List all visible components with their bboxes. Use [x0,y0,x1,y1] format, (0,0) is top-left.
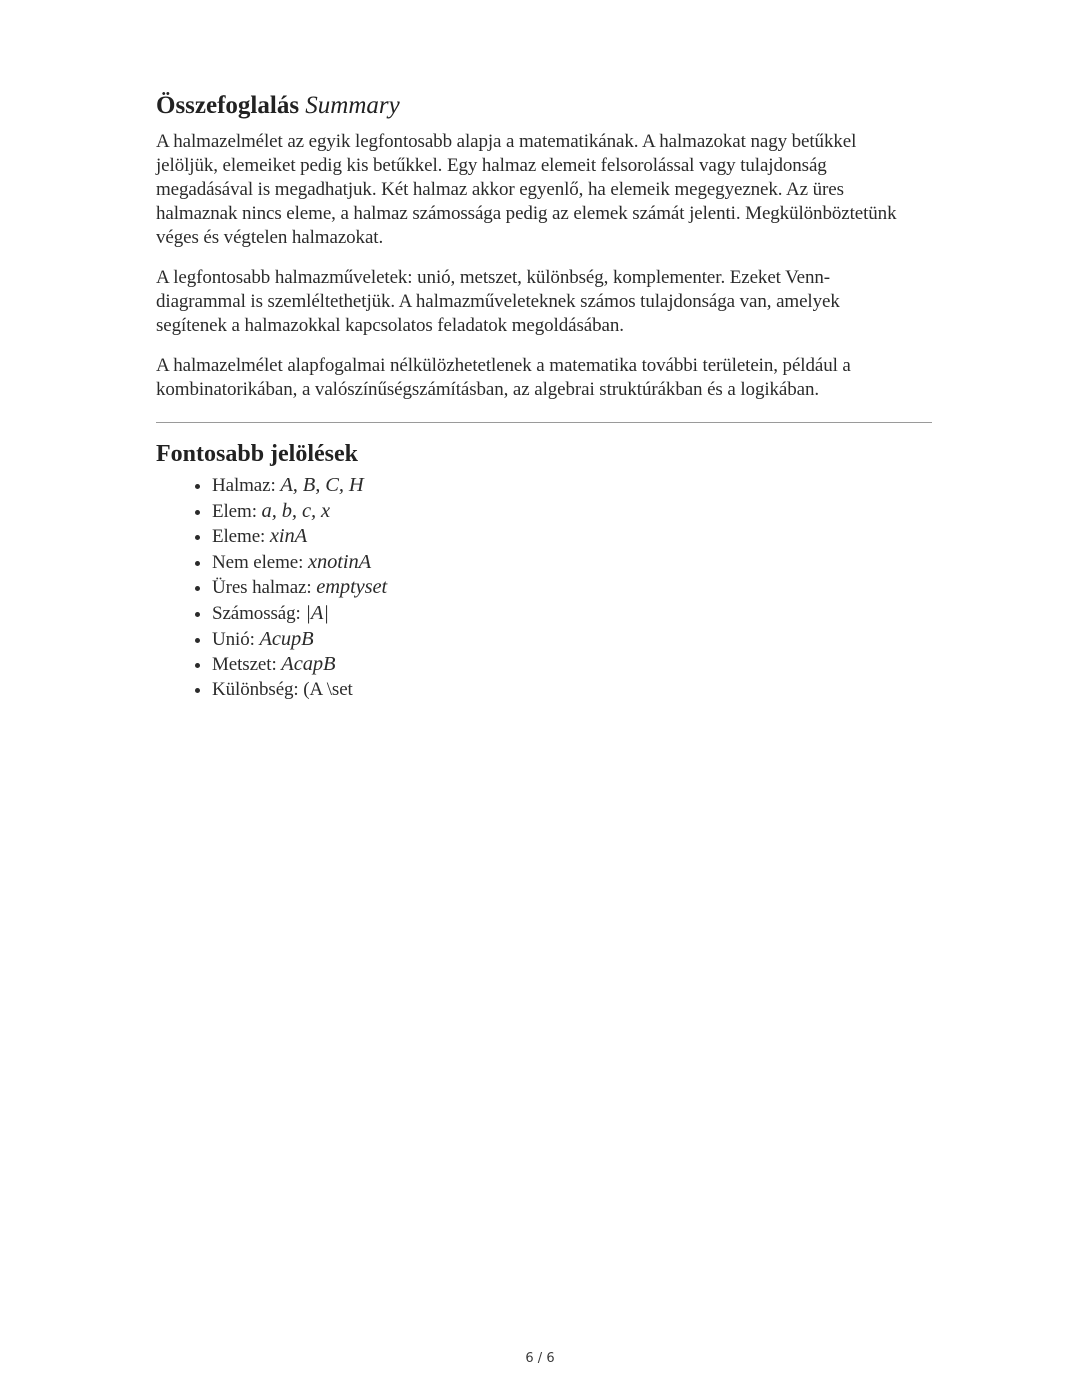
list-item-szamossag [212,601,932,627]
item-label: Elem: [212,500,257,522]
item-math: xnotinA [307,550,372,573]
page-title-main: Összefoglalás [156,92,300,119]
item-label: Metszet: [212,654,277,676]
item-math: a, b, c, x [261,499,330,522]
list-item-unio [212,627,932,653]
paragraph-applications: A halmazelmélet alapfogalmai nélkülözhetetlenek a matematika további területein, például a kombinatorikában, a valószínűségszámításban, az algebrai struktúrákban és a logikában. [156,355,851,400]
list-item-ures-halmaz [212,575,932,601]
list-item-metszet [212,652,932,678]
item-math: (A \set [303,678,353,700]
list-item-nem-eleme [212,550,932,576]
item-math: emptyset [316,576,388,599]
item-math: xinA [269,525,308,548]
item-math: AcapB [281,653,336,676]
item-label: Üres halmaz: [212,577,312,599]
section-divider [156,422,932,423]
item-label: Eleme: [212,526,266,548]
paragraph-intro: A halmazelmélet az egyik legfontosabb alapja a matematikának. A halmazokat nagy betűkkel jelöljük, elemeiket pedig kis betűkkel. Egy halmaz elemeit felsorolással vagy tulajdonság megadásával is megadhatjuk. Két halmaz akkor egyenlő, ha elemeik megegyeznek. Az üres halmaznak nincs eleme, a halmaz számossága pedig az elemek számát jelenti. Megkülönböztetünk véges és végtelen halmazokat. [156,131,897,248]
item-math: |A| [305,601,329,624]
item-math: AcupB [259,627,314,650]
page-title-subtitle: Summary [305,92,400,119]
list-item-elem [212,499,932,525]
document-content [156,90,932,702]
list-item-kulonbseg [212,678,932,703]
section-heading-notations: Fontosabb jelölések [156,441,359,467]
notation-list [156,473,932,702]
item-label: Unió: [212,628,255,650]
page-number: 6 / 6 [525,1351,555,1366]
paragraph-operations: A legfontosabb halmazműveletek: unió, metszet, különbség, komplementer. Ezeket Venn-diagrammal is szemléltethetjük. A halmazműveleteknek számos tulajdonsága van, amelyek segítenek a halmazokkal kapcsolatos feladatok megoldásában. [156,267,840,336]
item-math: A, B, C, H [280,474,364,496]
item-label: Nem eleme: [212,551,304,573]
item-label: Halmaz: [212,475,276,496]
item-label: Számosság: [212,602,301,624]
list-item-halmaz [212,473,932,499]
page-title [156,90,932,121]
list-item-eleme [212,524,932,550]
item-label: Különbség: [212,678,299,700]
